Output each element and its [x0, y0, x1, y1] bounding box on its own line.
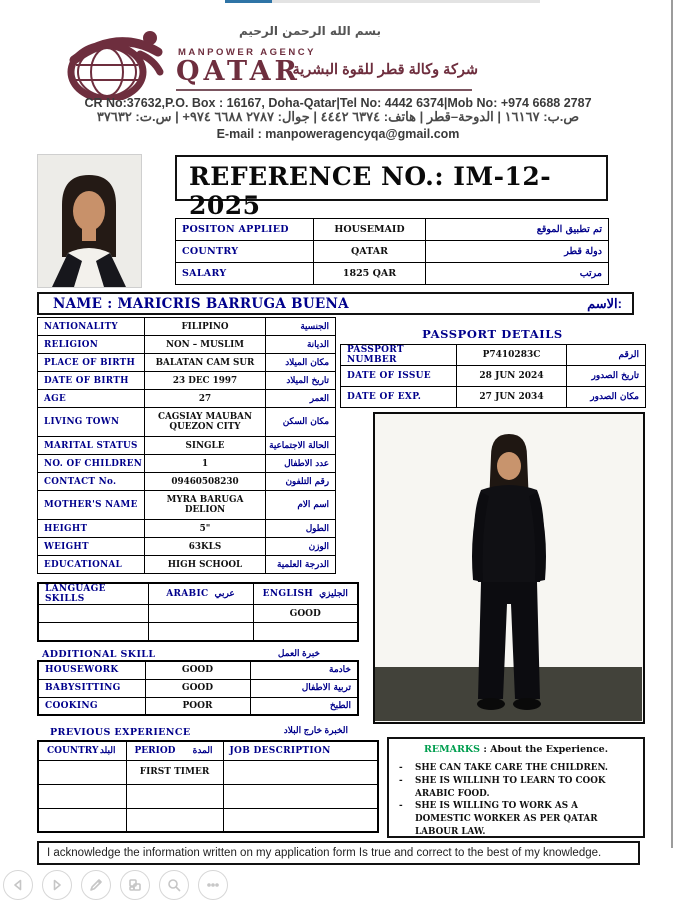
edit-button[interactable]	[81, 870, 111, 900]
weight-arabic: الوزن	[266, 538, 336, 556]
cell-empty	[223, 784, 378, 808]
ellipsis-icon	[205, 877, 221, 893]
table-row	[341, 366, 646, 387]
living-town-label: LIVING TOWN	[38, 408, 145, 437]
arabic-header-ar: عربي	[214, 589, 235, 599]
educational-value: HIGH SCHOOL	[145, 556, 266, 574]
date-of-exp-value: 27 JUN 2034	[457, 387, 567, 408]
height-label: HEIGHT	[38, 520, 145, 538]
arabic-header-en: ARABIC	[166, 589, 209, 599]
contact-no-value: 09460508230	[145, 473, 266, 491]
period-header-ar: المدة	[192, 745, 213, 756]
remarks-title-line	[397, 744, 635, 755]
previous-experience-title: PREVIOUS EXPERIENCE	[50, 727, 191, 738]
remarks-box	[387, 737, 645, 838]
acknowledgement-box	[37, 841, 640, 865]
cell-empty	[38, 623, 148, 641]
applicant-name: NAME : MARICRIS BARRUGA BUENA	[53, 295, 349, 312]
bismillah-calligraphy: بسم الله الرحمن الرحيم	[238, 24, 382, 38]
reference-number-box	[175, 155, 608, 220]
passport-details-title: PASSPORT DETAILS	[422, 327, 563, 341]
additional-skill-title: ADDITIONAL SKILL	[42, 649, 156, 660]
country-arabic: دولة قطر	[426, 241, 609, 263]
job-description-header: JOB DESCRIPTION	[223, 741, 378, 760]
table-row	[38, 408, 336, 437]
cell-empty	[223, 760, 378, 784]
weight-label: WEIGHT	[38, 538, 145, 556]
nationality-value: FILIPINO	[145, 318, 266, 336]
remarks-item: - SHE CAN TAKE CARE THE CHILDREN.	[397, 762, 635, 775]
english-skill-value: GOOD	[253, 605, 358, 623]
housework-label: HOUSEWORK	[38, 661, 145, 679]
table-row	[176, 263, 609, 285]
weight-value: 63KLS	[145, 538, 266, 556]
country-header-en: COUNTRY	[47, 745, 99, 756]
viewer-toolbar	[3, 870, 228, 900]
cell-empty	[38, 808, 126, 832]
mothers-name-label: MOTHER'S NAME	[38, 491, 145, 520]
living-town-value: CAGSIAY MAUBAN QUEZON CITY	[145, 408, 266, 437]
table-row	[38, 697, 358, 715]
table-row	[176, 219, 609, 241]
educational-arabic: الدرجة العلمية	[266, 556, 336, 574]
country-header-ar: البلد	[99, 745, 116, 756]
religion-value: NON – MUSLIM	[145, 336, 266, 354]
salary-value: 1825 QAR	[314, 263, 426, 285]
no-of-children-arabic: عدد الاطفال	[266, 455, 336, 473]
table-row	[341, 387, 646, 408]
agency-name-line1: MANPOWER AGENCY	[178, 47, 316, 58]
table-row	[38, 808, 378, 832]
height-arabic: الطول	[266, 520, 336, 538]
agency-name-arabic: شركة وكالة قطر للقوة البشرية	[292, 62, 478, 78]
personal-details-table	[37, 317, 336, 574]
salary-arabic: مرتب	[426, 263, 609, 285]
mothers-name-value: MYRA BARUGA DELION	[145, 491, 266, 520]
date-of-exp-label: DATE OF EXP.	[341, 387, 457, 408]
date-of-exp-arabic: مكان الصدور	[567, 387, 646, 408]
nationality-arabic: الجنسية	[266, 318, 336, 336]
table-row	[38, 455, 336, 473]
triangle-left-icon	[10, 877, 26, 893]
height-value: 5"	[145, 520, 266, 538]
date-of-issue-label: DATE OF ISSUE	[341, 366, 457, 387]
table-row	[38, 661, 358, 679]
position-applied-value: HOUSEMAID	[314, 219, 426, 241]
salary-label: SALARY	[176, 263, 314, 285]
housework-value: GOOD	[145, 661, 250, 679]
cell-empty	[253, 623, 358, 641]
babysitting-value: GOOD	[145, 679, 250, 697]
remarks-item: - SHE IS WILLING TO WORK AS A DOMESTIC WORKER AS PER QATAR LABOUR LAW.	[397, 800, 635, 838]
contact-info-line: CR No:37632,P.O. Box : 16167, Doha-Qatar|Tel No: 4442 6374|Mob No: +974 6688 2787	[84, 96, 592, 110]
cell-empty	[148, 623, 253, 641]
babysitting-arabic: تربية الاطفال	[250, 679, 358, 697]
email-line: E-mail : manpoweragencyqa@gmail.com	[216, 127, 460, 141]
table-row	[38, 556, 336, 574]
table-row	[38, 473, 336, 491]
religion-arabic: الديانة	[266, 336, 336, 354]
cooking-value: POOR	[145, 697, 250, 715]
additional-skill-title-arabic: خبرة العمل	[277, 648, 320, 658]
cell-empty	[38, 760, 126, 784]
age-label: AGE	[38, 390, 145, 408]
english-header-ar: الجليزي	[319, 589, 348, 599]
table-row	[38, 354, 336, 372]
date-of-birth-arabic: تاريخ الميلاد	[266, 372, 336, 390]
marital-status-arabic: الحالة الاجتماعية	[266, 437, 336, 455]
previous-page-button[interactable]	[3, 870, 33, 900]
position-applied-label: POSITON APPLIED	[176, 219, 314, 241]
period-header-en: PERIOD	[134, 745, 176, 756]
english-column-header	[253, 583, 358, 605]
language-skills-table	[37, 582, 359, 642]
age-arabic: العمر	[266, 390, 336, 408]
living-town-arabic: مكان السكن	[266, 408, 336, 437]
passport-number-label: PASSPORT NUMBER	[341, 345, 457, 366]
magnifier-icon	[166, 877, 182, 893]
previous-experience-table	[37, 740, 379, 833]
table-row	[38, 390, 336, 408]
table-row	[38, 784, 378, 808]
no-of-children-label: NO. OF CHILDREN	[38, 455, 145, 473]
table-row	[38, 741, 378, 760]
table-row	[38, 538, 336, 556]
collage-icon	[127, 877, 143, 893]
country-label: COUNTRY	[176, 241, 314, 263]
table-row	[176, 241, 609, 263]
age-value: 27	[145, 390, 266, 408]
triangle-right-icon	[49, 877, 65, 893]
marital-status-label: MARITAL STATUS	[38, 437, 145, 455]
scroll-progress-track	[225, 0, 540, 3]
table-row	[38, 491, 336, 520]
housework-arabic: خادمة	[250, 661, 358, 679]
cell-empty	[126, 808, 223, 832]
applicant-fullbody-photo	[373, 412, 645, 724]
contact-no-arabic: رقم التلفون	[266, 473, 336, 491]
place-of-birth-label: PLACE OF BIRTH	[38, 354, 145, 372]
reference-number: REFERENCE NO.: IM-12-2025	[189, 162, 552, 220]
acknowledgement-text: I acknowledge the information written on my application form Is true and correct to the best of my knowledge.	[47, 847, 602, 859]
scroll-progress-fill	[225, 0, 272, 3]
english-header-en: ENGLISH	[262, 589, 314, 599]
remarks-list	[397, 762, 635, 839]
place-of-birth-value: BALATAN CAM SUR	[145, 354, 266, 372]
remarks-title: REMARKS	[423, 744, 481, 755]
passport-details-table	[340, 344, 646, 408]
pencil-icon	[88, 877, 104, 893]
remarks-subtitle: : About the Experience.	[480, 744, 609, 755]
cell-empty	[38, 605, 148, 623]
table-row	[341, 345, 646, 366]
previous-experience-title-arabic: الخبرة خارج البلاد	[283, 725, 348, 735]
cooking-arabic: الطبخ	[250, 697, 358, 715]
educational-label: EDUCATIONAL	[38, 556, 145, 574]
experience-period-header	[126, 741, 223, 760]
table-row	[38, 336, 336, 354]
logo-underline	[176, 89, 472, 91]
table-row	[38, 605, 358, 623]
nationality-label: NATIONALITY	[38, 318, 145, 336]
table-row	[38, 679, 358, 697]
table-row	[38, 583, 358, 605]
language-skills-header: LANGUAGE SKILLS	[38, 583, 148, 605]
experience-period-value: FIRST TIMER	[126, 760, 223, 784]
contact-info-line-arabic: ص.ب: ١٦١٦٧ | الدوحة–قطر | هاتف: ٦٣٧٤ ٤٤٤٢ | جوال: ٢٧٨٧ ٦٦٨٨ ٩٧٤+ | س.ت: ٣٧٦٣٢	[96, 109, 580, 124]
name-label-arabic: الاسم:	[587, 295, 622, 311]
place-of-birth-arabic: مكان الميلاد	[266, 354, 336, 372]
no-of-children-value: 1	[145, 455, 266, 473]
table-row	[38, 760, 378, 784]
table-row	[38, 437, 336, 455]
additional-skill-table	[37, 660, 359, 716]
table-row	[38, 372, 336, 390]
cooking-label: COOKING	[38, 697, 145, 715]
zoom-button[interactable]	[159, 870, 189, 900]
cell-empty	[126, 784, 223, 808]
remarks-item: - SHE IS WILLINH TO LEARN TO COOK ARABIC FOOD.	[397, 775, 635, 801]
cell-empty	[38, 784, 126, 808]
experience-country-header	[38, 741, 126, 760]
pages-button[interactable]	[120, 870, 150, 900]
next-page-button[interactable]	[42, 870, 72, 900]
passport-number-arabic: الرقم	[567, 345, 646, 366]
agency-logo-icon	[62, 30, 172, 100]
date-of-birth-label: DATE OF BIRTH	[38, 372, 145, 390]
marital-status-value: SINGLE	[145, 437, 266, 455]
agency-name-line2: QATAR	[176, 56, 301, 87]
passport-number-value: P7410283C	[457, 345, 567, 366]
name-bar	[37, 292, 634, 315]
table-row	[38, 520, 336, 538]
table-row	[38, 318, 336, 336]
mothers-name-arabic: اسم الام	[266, 491, 336, 520]
arabic-column-header	[148, 583, 253, 605]
applicant-headshot-photo	[37, 154, 142, 288]
date-of-birth-value: 23 DEC 1997	[145, 372, 266, 390]
country-value: QATAR	[314, 241, 426, 263]
babysitting-label: BABYSITTING	[38, 679, 145, 697]
religion-label: RELIGION	[38, 336, 145, 354]
more-button[interactable]	[198, 870, 228, 900]
position-applied-arabic: تم تطبيق الموقع	[426, 219, 609, 241]
date-of-issue-value: 28 JUN 2024	[457, 366, 567, 387]
table-row	[38, 623, 358, 641]
contact-no-label: CONTACT No.	[38, 473, 145, 491]
position-table	[175, 218, 609, 285]
arabic-skill-value	[148, 605, 253, 623]
date-of-issue-arabic: تاريخ الصدور	[567, 366, 646, 387]
cell-empty	[223, 808, 378, 832]
